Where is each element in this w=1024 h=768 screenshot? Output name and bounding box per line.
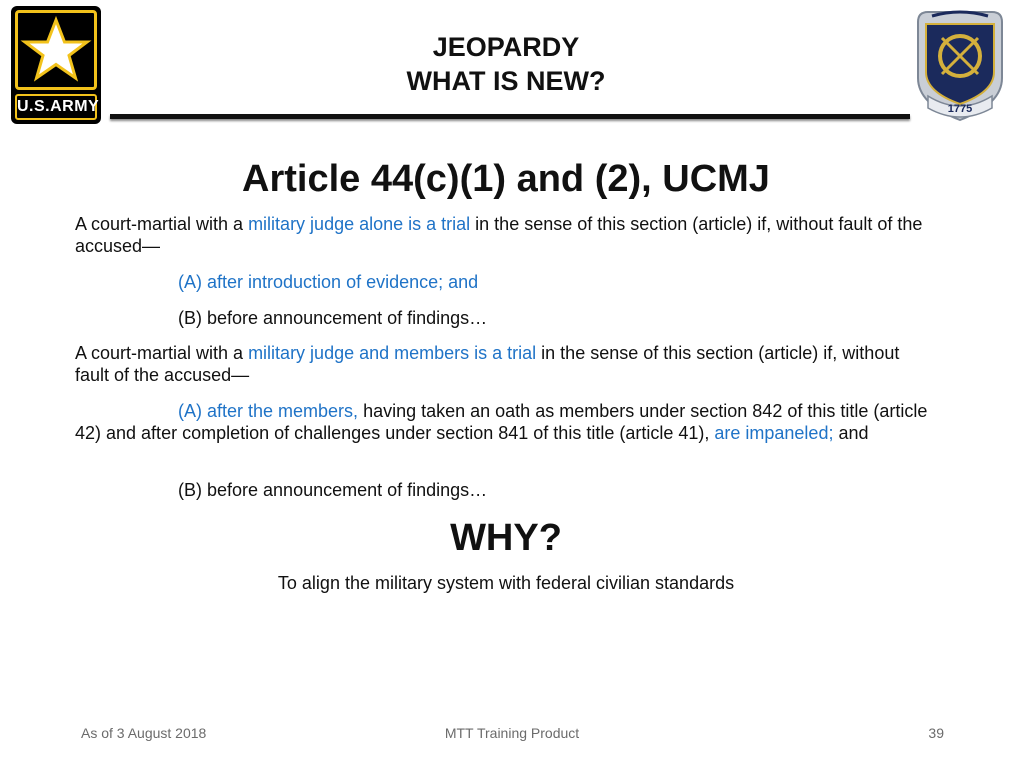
p2-item-a-highlight2: are impaneled; [714, 422, 834, 443]
footer-date: As of 3 August 2018 [81, 725, 207, 741]
footer-center-label: MTT Training Product [444, 725, 580, 741]
p1-highlight: military judge alone is a trial [248, 214, 471, 234]
crest-year: 1775 [947, 103, 973, 115]
p2-item-a-highlight1: (A) after the members, [178, 401, 359, 421]
p2-text-post: in the sense of this section (article) if, without fault of the accused— [75, 343, 900, 385]
p2-item-a-post: and [833, 422, 869, 443]
p2-item-b: (B) before announcement of findings… [178, 480, 488, 500]
p2-highlight: military judge and members is a trial [248, 343, 537, 363]
header-title-line1: JEOPARDY [432, 32, 580, 62]
p1-text-pre: A court-martial with a [75, 214, 249, 234]
p1-item-a-text: (A) after introduction of evidence; and [178, 272, 479, 292]
header-title [0, 30, 1012, 98]
jag-corps-crest-icon [910, 8, 1010, 124]
p2-text-pre: A court-martial with a [75, 343, 249, 363]
slide-title: Article 44(c)(1) and (2), UCMJ [242, 158, 770, 200]
p1-item-b: (B) before announcement of findings… [178, 308, 488, 328]
p2-item-a-text: having taken an oath as members under section 842 of this title (article 42) and after completion of challenges under section 841 of this title (article 41), [75, 401, 928, 443]
p1-text-post: in the sense of this section (article) if, without fault of the accused— [75, 214, 923, 256]
header-divider [110, 114, 910, 119]
paragraph-judge-alone [75, 214, 935, 257]
why-text: To align the military system with federal civilian standards [277, 573, 735, 593]
header-title-line2: WHAT IS NEW? [406, 66, 606, 96]
army-wordmark: U.S.ARMY [15, 94, 97, 120]
p2-item-a [75, 401, 935, 444]
why-heading: WHY? [450, 517, 562, 559]
footer-page-number: 39 [928, 725, 944, 741]
p1-item-a [178, 272, 1024, 294]
paragraph-judge-and-members [75, 343, 935, 386]
